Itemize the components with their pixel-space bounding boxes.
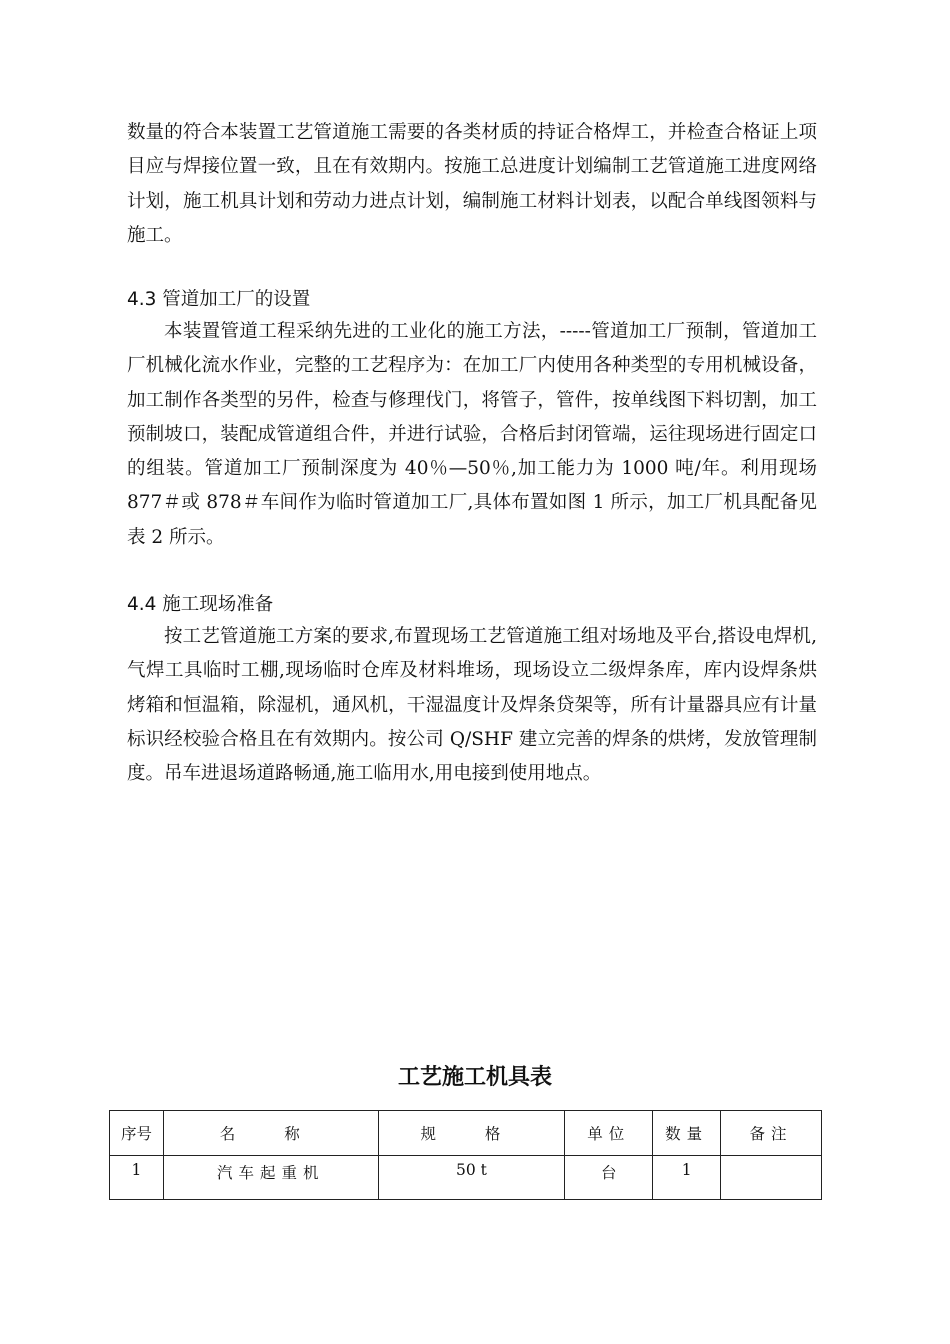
cell-note — [721, 1156, 822, 1200]
header-cell-note: 备注 — [721, 1111, 822, 1156]
header-cell-qty: 数量 — [653, 1111, 721, 1156]
table-title: 工艺施工机具表 — [397, 1065, 552, 1090]
paragraph-4-4: 按工艺管道施工方案的要求,布置现场工艺管道施工组对场地及平台,搭设电焊机,气焊工具临时工棚,现场临时仓库及材料堆场，现场设立二级焊条库，库内设焊条烘烤箱和恒温箱，除湿机，通风机，干湿温度计及焊条贷架等，所有计量器具应有计量标识经校验合格且在有效期内。按公司 Q/SHF 建立完善的焊条的烘烤，发放管理制度。吊车进退场道路畅通,施工临用水,用电接到使用地点。 — [127, 626, 817, 785]
cell-unit: 台 — [565, 1156, 653, 1200]
table-header-row — [110, 1111, 822, 1156]
paragraph-4-3: 本装置管道工程采纳先进的工业化的施工方法，-----管道加工厂预制，管道加工厂机械化流水作业，完整的工艺程序为：在加工厂内使用各种类型的专用机械设备，加工制作各类型的另件，检查与修理伐门，将管子，管件，按单线图下料切割，加工预制坡口，装配成管道组合件，并进行试验，合格后封闭管端，运往现场进行固定口的组装。管道加工厂预制深度为 40％—50％,加工能力为 1000 吨/年。利用现场 877＃或 878＃车间作为临时管道加工厂,具体布置如图 1 所示，加工厂机具配备见表 2 所示。 — [127, 321, 817, 548]
table-row — [110, 1156, 822, 1200]
header-cell-name: 名 称 — [163, 1111, 378, 1156]
paragraph-intro: 数量的符合本装置工艺管道施工需要的各类材质的持证合格焊工，并检查合格证上项目应与焊接位置一致，且在有效期内。按施工总进度计划编制工艺管道施工进度网络计划，施工机具计划和劳动力进点计划，编制施工材料计划表，以配合单线图领料与施工。 — [127, 122, 817, 246]
cell-qty: 1 — [653, 1156, 721, 1200]
section-heading-4-4: 4.4 施工现场准备 — [127, 594, 274, 615]
header-cell-index: 序号 — [110, 1111, 164, 1156]
cell-index: 1 — [110, 1156, 164, 1200]
cell-spec: 50 t — [378, 1156, 565, 1200]
cell-name: 汽车起重机 — [163, 1156, 378, 1200]
section-heading-4-3: 4.3 管道加工厂的设置 — [127, 289, 311, 310]
header-cell-unit: 单位 — [565, 1111, 653, 1156]
header-cell-spec: 规 格 — [378, 1111, 565, 1156]
tools-table — [109, 1110, 822, 1200]
